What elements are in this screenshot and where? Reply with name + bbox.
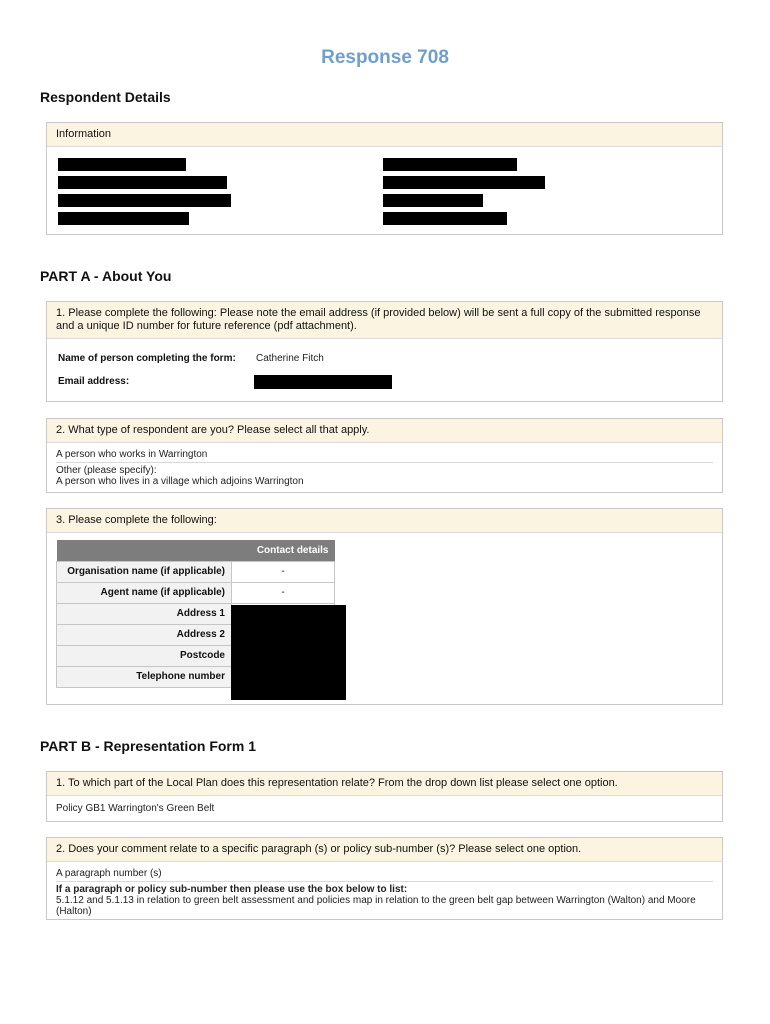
- list-label: If a paragraph or policy sub-number then please use the box below to list:: [56, 884, 408, 895]
- question-text: 1. To which part of the Local Plan does this representation relate? From the drop down list please select one option.: [47, 772, 722, 796]
- other-label: Other (please specify):: [56, 465, 157, 476]
- other-value: A person who lives in a village which adjoins Warrington: [56, 476, 304, 487]
- divider: [56, 462, 713, 463]
- row-label: Telephone number: [57, 666, 232, 687]
- part-a-heading: PART A - About You: [40, 268, 172, 284]
- part-b-question-2: [46, 837, 723, 920]
- list-value: 5.1.12 and 5.1.13 in relation to green belt assessment and policies map in relation to the green belt gap between Warrington (Walton) and Moore (Halton): [56, 895, 696, 917]
- row-label: Agent name (if applicable): [57, 582, 232, 603]
- information-label: Information: [47, 123, 722, 147]
- table-header-blank: [57, 540, 232, 561]
- redacted-block: [383, 194, 483, 207]
- redacted-block: [383, 158, 517, 171]
- email-label: Email address:: [58, 376, 130, 387]
- redacted-block: [58, 212, 189, 225]
- part-b-question-1: [46, 771, 723, 822]
- redacted-block: [58, 194, 231, 207]
- row-label: Address 2: [57, 624, 232, 645]
- row-label: Address 1: [57, 603, 232, 624]
- row-label: Organisation name (if applicable): [57, 561, 232, 582]
- answer-value: A paragraph number (s): [56, 868, 162, 879]
- part-b-heading: PART B - Representation Form 1: [40, 738, 256, 754]
- redacted-block: [58, 158, 186, 171]
- answer-value: Policy GB1 Warrington's Green Belt: [56, 803, 215, 814]
- redacted-email: [254, 375, 392, 389]
- name-label: Name of person completing the form:: [58, 353, 236, 364]
- part-a-question-1: [46, 301, 723, 402]
- contact-details-header: Contact details: [232, 540, 335, 561]
- information-box: [46, 122, 723, 235]
- redacted-block: [383, 212, 507, 225]
- respondent-type-option: A person who works in Warrington: [56, 449, 208, 460]
- row-label: Postcode: [57, 645, 232, 666]
- question-text: 3. Please complete the following:: [47, 509, 722, 533]
- question-text: 1. Please complete the following: Please note the email address (if provided below) will be sent a full copy of the submitted response and a unique ID number for future reference (pdf attachment).: [47, 302, 722, 339]
- respondent-details-heading: Respondent Details: [40, 89, 171, 105]
- name-value: Catherine Fitch: [256, 353, 324, 364]
- part-a-question-2: [46, 418, 723, 493]
- question-text: 2. What type of respondent are you? Please select all that apply.: [47, 419, 722, 443]
- question-text: 2. Does your comment relate to a specific paragraph (s) or policy sub-number (s)? Please select one option.: [47, 838, 722, 862]
- page-title: Response 708: [321, 47, 449, 68]
- table-row: [57, 582, 335, 603]
- divider: [56, 881, 713, 882]
- redacted-block: [383, 176, 545, 189]
- table-row: [57, 561, 335, 582]
- redacted-contact-details: [231, 605, 346, 700]
- redacted-block: [58, 176, 227, 189]
- row-value: -: [232, 561, 335, 582]
- row-value: -: [232, 582, 335, 603]
